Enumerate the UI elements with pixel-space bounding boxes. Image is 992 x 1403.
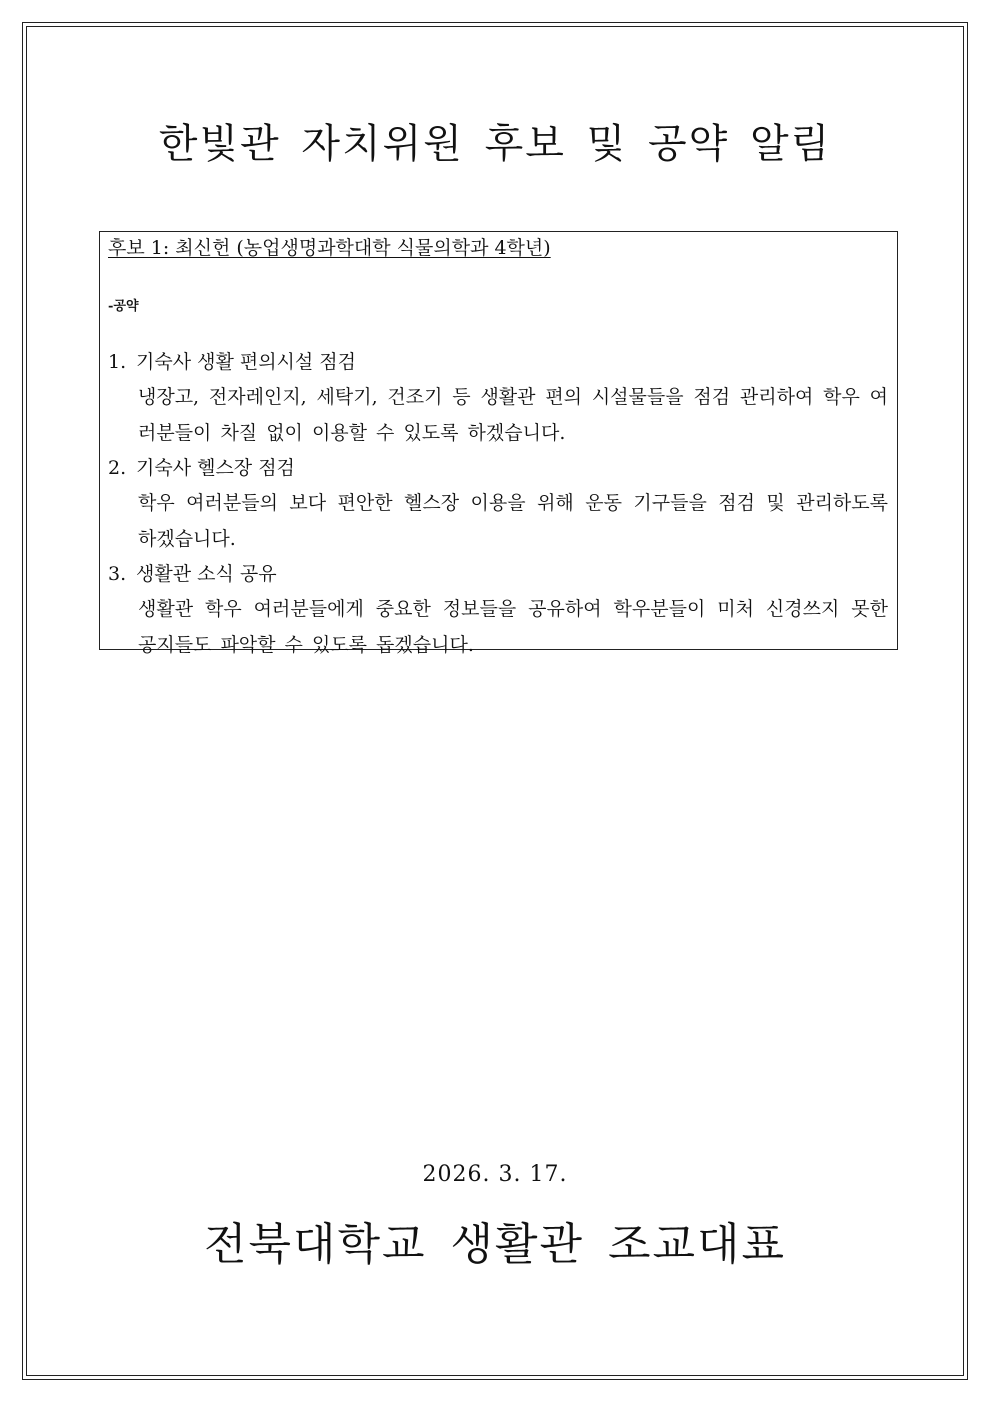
- pledge-item-title-text: 생활관 소식 공유: [136, 563, 277, 585]
- pledge-list: [108, 345, 888, 663]
- pledge-item-title: [108, 557, 888, 591]
- pledge-item: [108, 345, 888, 451]
- pledge-item-title: [108, 451, 888, 485]
- document-date: 2026. 3. 17.: [422, 1162, 568, 1187]
- pledge-item-title: [108, 345, 888, 379]
- pledge-item-number: 2.: [108, 457, 127, 479]
- pledge-item-body: 생활관 학우 여러분들에게 중요한 정보들을 공유하여 학우분들이 미처 신경쓰지 못한 공지들도 파악할 수 있도록 돕겠습니다.: [138, 598, 888, 656]
- candidate-heading: 후보 1: 최신헌 (농업생명과학대학 식물의학과 4학년): [108, 237, 551, 259]
- pledge-label: -공약: [108, 299, 139, 314]
- candidate-box: [99, 231, 898, 656]
- pledge-item-title-text: 기숙사 생활 편의시설 점검: [136, 351, 357, 373]
- document-title: 한빛관 자치위원 후보 및 공약 알림: [158, 121, 832, 167]
- pledge-item: [108, 557, 888, 663]
- pledge-item: [108, 451, 888, 557]
- pledge-item-number: 3.: [108, 563, 127, 585]
- pledge-item-number: 1.: [108, 351, 127, 373]
- signoff: 전북대학교 생활관 조교대표: [203, 1219, 787, 1270]
- pledge-item-body: 학우 여러분들의 보다 편안한 헬스장 이용을 위해 운동 기구들을 점검 및 관리하도록 하겠습니다.: [138, 492, 888, 550]
- pledge-item-body: 냉장고, 전자레인지, 세탁기, 건조기 등 생활관 편의 시설물들을 점검 관리하여 학우 여러분들이 차질 없이 이용할 수 있도록 하겠습니다.: [138, 386, 888, 444]
- pledge-item-title-text: 기숙사 헬스장 점검: [136, 457, 295, 479]
